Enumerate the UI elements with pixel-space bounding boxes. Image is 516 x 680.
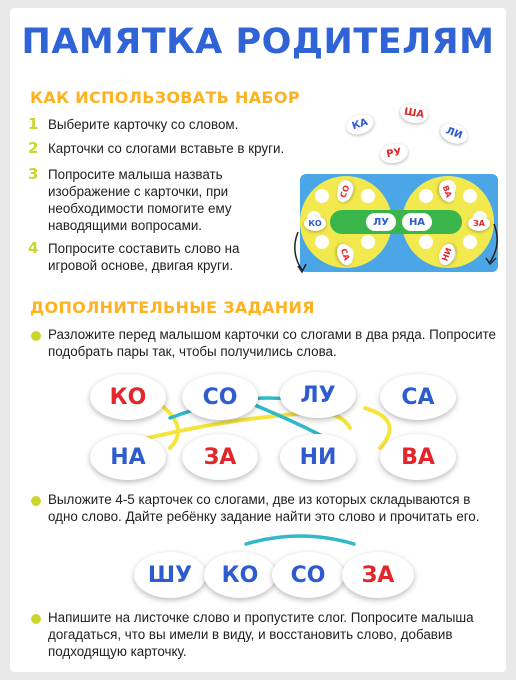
syllable-chip: СА — [334, 242, 356, 268]
syllable-card: СА — [380, 374, 456, 420]
syllable-card: ЛУ — [280, 372, 356, 418]
section-heading-extra-tasks: ДОПОЛНИТЕЛЬНЫЕ ЗАДАНИЯ — [30, 298, 315, 317]
step-text: Попросите составить слово на игровой основе, двигая круги. — [48, 241, 240, 273]
syllable-chip: СО — [334, 179, 356, 205]
step-text: Выберите карточку со словом. — [48, 117, 239, 132]
task-text: Разложите перед малышом карточки со слогами в два ряда. Попросите подобрать пары так, чтобы получились слова. — [48, 327, 496, 359]
syllable-chip: КО — [304, 216, 326, 231]
section-heading-how-to-use: КАК ИСПОЛЬЗОВАТЬ НАБОР — [30, 88, 300, 107]
task-text: Выложите 4-5 карточек со слогами, две из которых складываются в одно слово. Дайте ребёнку задание найти это слово и прочитать его. — [48, 492, 480, 524]
syllable-card: ЗА — [342, 552, 414, 598]
syllable-card: НИ — [280, 434, 356, 480]
syllable-card: СО — [272, 552, 344, 598]
syllable-card: НА — [90, 434, 166, 480]
syllable-chip: ША — [399, 102, 430, 126]
syllable-chip: НИ — [436, 242, 458, 268]
step-number: 1 — [28, 115, 39, 133]
parent-memo-page — [10, 8, 506, 672]
syllable-card: КО — [204, 552, 276, 598]
step-number: 2 — [28, 139, 39, 157]
syllable-card: ШУ — [134, 552, 206, 598]
syllable-card: КО — [90, 374, 166, 420]
syllable-chip: РУ — [379, 142, 410, 166]
task-text: Напишите на листочке слово и пропустите слог. Попросите малыша догадаться, что вы имели в виду, и восстановить слово, добавив подходящую карточку. — [48, 610, 474, 659]
syllable-chip: КА — [344, 111, 377, 138]
syllable-chip: ЛИ — [438, 120, 471, 147]
syllable-card: СО — [182, 374, 258, 420]
step-number: 3 — [28, 165, 39, 183]
step-text: Попросите малыша назвать изображение с карточки, при необходимости помогите ему наводящими вопросами. — [48, 167, 232, 233]
page-title: ПАМЯТКА РОДИТЕЛЯМ — [21, 22, 495, 62]
step-number: 4 — [28, 239, 39, 257]
syllable-chip: ЗА — [468, 216, 490, 231]
syllable-card: ВА — [380, 434, 456, 480]
step-text: Карточки со слогами вставьте в круги. — [48, 141, 285, 156]
syllable-card: ЗА — [182, 434, 258, 480]
syllable-chip: ЛУ — [372, 216, 389, 228]
syllable-chip: НА — [408, 216, 426, 228]
syllable-chip: ВА — [436, 179, 458, 205]
